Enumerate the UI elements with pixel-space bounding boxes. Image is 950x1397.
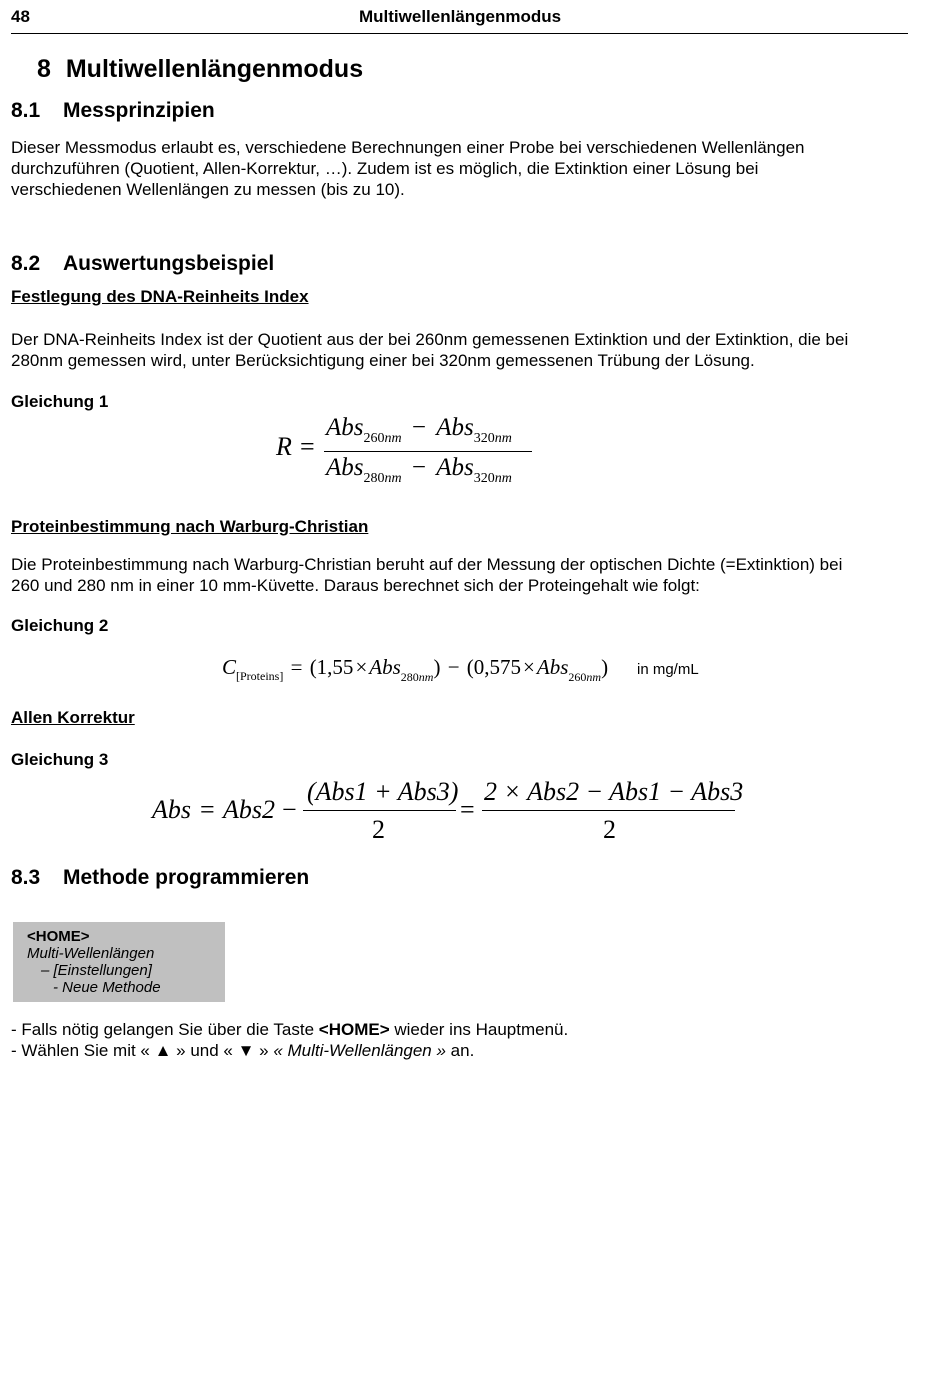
section-title: Auswertungsbeispiel: [63, 252, 275, 275]
running-title: Multiwellenlängenmodus: [359, 7, 562, 26]
menu-item-settings: – [Einstellungen]: [41, 962, 152, 979]
chapter-number: 8: [37, 55, 51, 83]
text-line: Der DNA-Reinheits Index ist der Quotient aus der bei 260nm gemessenen Extinktion und der Extinktion, die bei: [11, 330, 849, 349]
menu-item-new-method: - Neue Methode: [53, 979, 161, 996]
eq3-minus: −: [282, 795, 297, 824]
section-heading-8-2: [11, 252, 274, 276]
eq1-fraction-bar: [324, 451, 532, 452]
paragraph-warburg: [11, 554, 911, 596]
eq3-fraction-bar-2: [482, 810, 735, 811]
eq1-denominator: Abs$_{280nm}$ − Abs$_{320nm}$: [326, 454, 512, 486]
eq3-equals: =: [200, 795, 215, 824]
eq3-denominator-2: 2: [603, 815, 616, 844]
text-line: 260 und 280 nm in einer 10 mm-Küvette. Daraus berechnet sich der Proteingehalt wie folgt:: [11, 576, 700, 595]
menu-path-box: [13, 922, 225, 1002]
subheading-warburg: Proteinbestimmung nach Warburg-Christian: [11, 517, 369, 536]
text-line: verschiedenen Wellenlängen zu messen (bis zu 10).: [11, 180, 405, 199]
eq3-denominator-1: 2: [372, 815, 385, 844]
text-line: 280nm gemessen wird, unter Berücksichtigung einer bei 320nm gemessenen Trübung der Lösung.: [11, 351, 755, 370]
paragraph-dna-index: [11, 329, 911, 371]
text-line: Dieser Messmodus erlaubt es, verschiedene Berechnungen einer Probe bei verschiedenen Wellenlängen: [11, 138, 805, 157]
paragraph-messprinzipien: [11, 137, 911, 200]
section-number: 8.2: [11, 252, 41, 275]
eq1-numerator: Abs$_{260nm}$ − Abs$_{320nm}$: [326, 414, 512, 446]
subheading-allen: Allen Korrektur: [11, 708, 135, 727]
section-heading-8-1: [11, 99, 215, 123]
subheading-dna-index: Festlegung des DNA-Reinheits Index: [11, 287, 309, 306]
text-line: Die Proteinbestimmung nach Warburg-Christian beruht auf der Messung der optischen Dichte (=Extinktion) bei: [11, 555, 843, 574]
eq3-lhs: Abs: [152, 795, 191, 824]
eq2-unit: in mg/mL: [637, 661, 699, 678]
section-title: Methode programmieren: [63, 866, 310, 889]
menu-home: <HOME>: [27, 928, 90, 945]
equation-2: $C_{[Proteins]} = (1,55\times Abs_{280nm}) - (0,575\times Abs_{260nm})$: [222, 655, 609, 684]
section-heading-8-3: [11, 866, 309, 890]
chapter-heading: [37, 55, 363, 84]
eq1-equals: =: [300, 432, 315, 461]
instruction-line-2: - Wählen Sie mit « ▲ » und « ▼ » « Multi-Wellenlängen » an.: [11, 1041, 475, 1060]
eq3-numerator-2: 2 × Abs2 − Abs1 − Abs3: [484, 777, 744, 806]
section-title: Messprinzipien: [63, 99, 215, 122]
page-number: 48: [11, 7, 30, 26]
equation-label-1: Gleichung 1: [11, 392, 109, 411]
equation-label-3: Gleichung 3: [11, 750, 109, 769]
text-line: durchzuführen (Quotient, Allen-Korrektur, …). Zudem ist es möglich, die Extinktion einer Lösung bei: [11, 159, 759, 178]
eq1-lhs: R: [276, 432, 292, 461]
chapter-title: Multiwellenlängenmodus: [65, 55, 364, 83]
equation-label-2: Gleichung 2: [11, 616, 109, 635]
section-number: 8.1: [11, 99, 41, 122]
menu-item-multi: Multi-Wellenlängen: [27, 945, 155, 962]
instructions: [11, 1019, 911, 1061]
page-header: [11, 5, 908, 34]
section-number: 8.3: [11, 866, 41, 889]
eq3-fraction-bar-1: [303, 810, 456, 811]
eq3-equals-2: =: [460, 795, 475, 824]
instruction-line-1: - Falls nötig gelangen Sie über die Taste <HOME> wieder ins Hauptmenü.: [11, 1020, 569, 1039]
eq3-abs2: Abs2: [223, 795, 275, 824]
eq3-numerator-1: (Abs1 + Abs3): [307, 777, 459, 806]
